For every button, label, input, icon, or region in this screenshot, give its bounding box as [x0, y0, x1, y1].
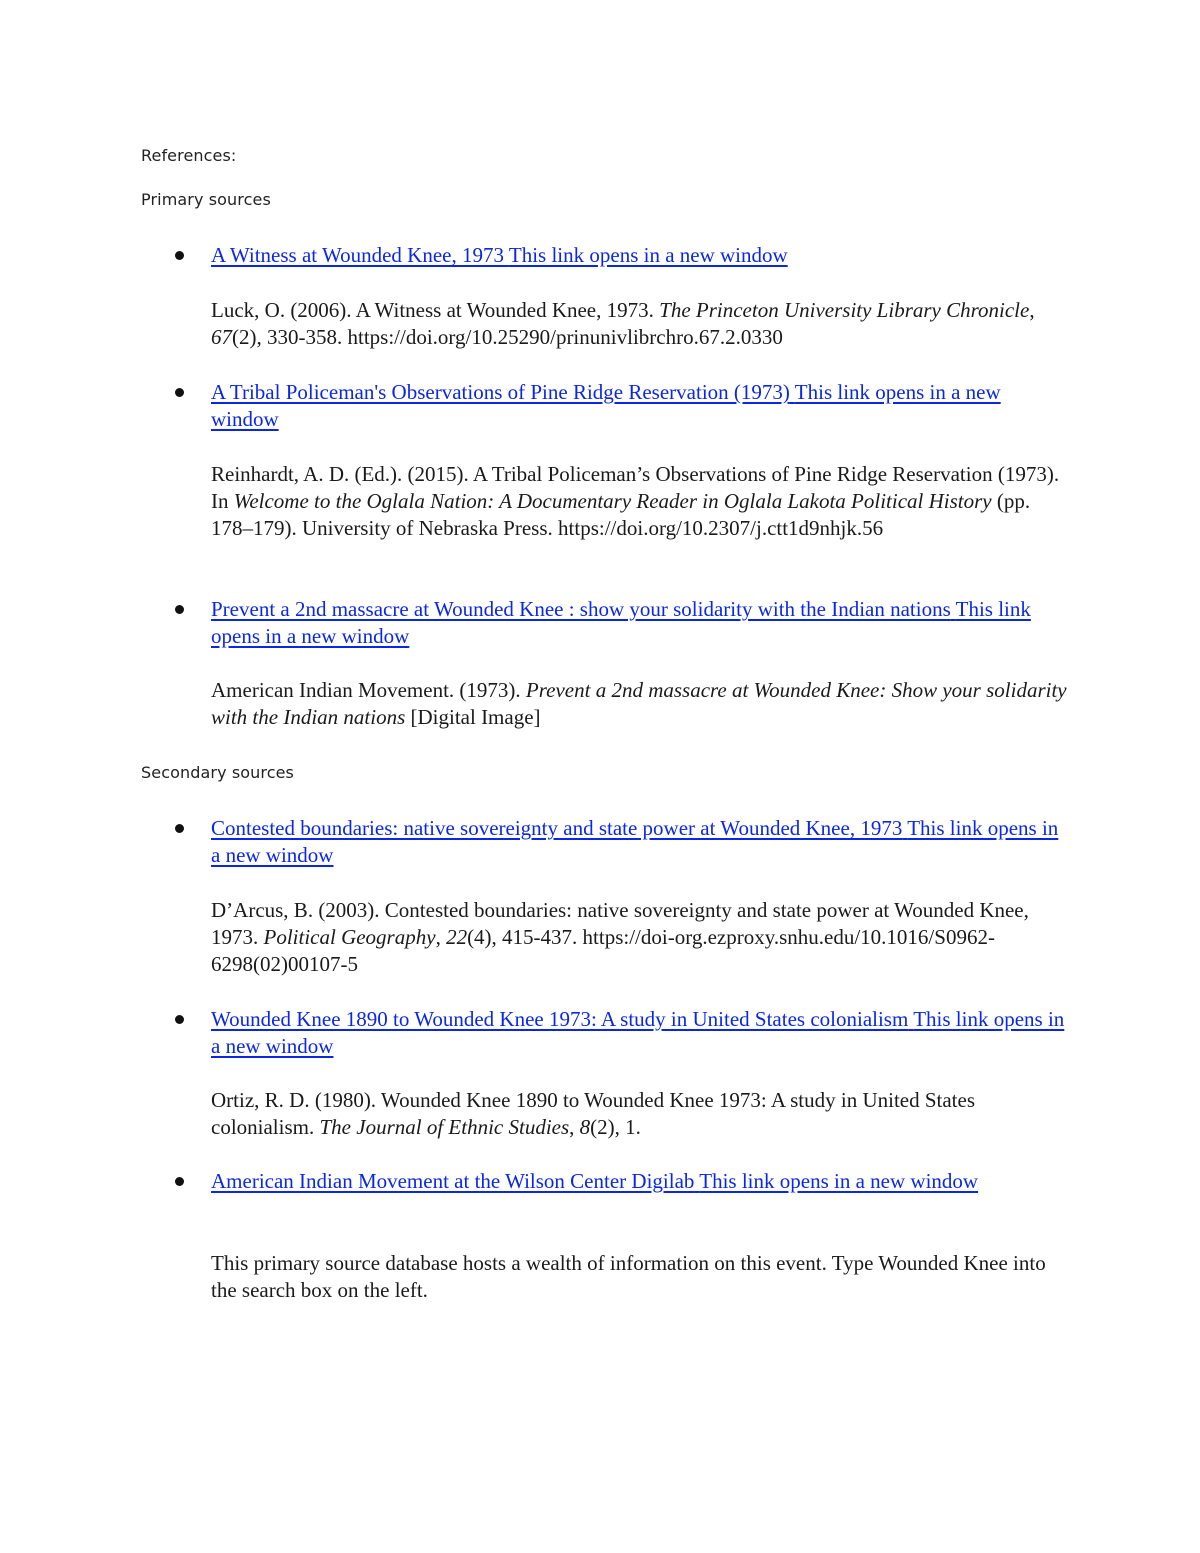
citation-text: This primary source database hosts a wealth of information on this event. Type Wounded Knee into the search box on the left.: [211, 1251, 1046, 1302]
bullet-icon: [175, 1177, 184, 1186]
references-heading: References:: [141, 146, 237, 165]
citation-text: D’Arcus, B. (2003). Contested boundaries: native sovereignty and state power at Wounded Knee, 1973. Political Geography, 22(4), 415-437. https://doi-org.ezproxy.snhu.edu/10.1016/S0962-6298(02)00107-5: [211, 898, 1029, 976]
witness-at-wounded-knee-link[interactable]: A Witness at Wounded Knee, 1973 This link opens in a new window: [211, 243, 788, 267]
secondary-sources-heading: Secondary sources: [141, 763, 294, 782]
bullet-icon: [175, 605, 184, 614]
reference-link[interactable]: [211, 379, 1071, 433]
bullet-icon: [175, 824, 184, 833]
bullet-icon: [175, 251, 184, 260]
prevent-second-massacre-link[interactable]: Prevent a 2nd massacre at Wounded Knee : show your solidarity with the Indian nations This link opens in a new window: [211, 597, 1031, 648]
bullet-icon: [175, 1015, 184, 1024]
citation-text: American Indian Movement. (1973). Prevent a 2nd massacre at Wounded Knee: Show your solidarity with the Indian nations [Digital Image]: [211, 678, 1067, 729]
citation-text: Luck, O. (2006). A Witness at Wounded Knee, 1973. The Princeton University Library Chronicle, 67(2), 330-358. https://doi.org/10.25290/prinunivlibrchro.67.2.0330: [211, 298, 1035, 349]
primary-sources-heading: Primary sources: [141, 190, 271, 209]
citation-text: Ortiz, R. D. (1980). Wounded Knee 1890 to Wounded Knee 1973: A study in United States colonialism. The Journal of Ethnic Studies, 8(2), 1.: [211, 1088, 976, 1139]
reference-link[interactable]: [211, 815, 1071, 869]
wounded-knee-1890-to-1973-link[interactable]: Wounded Knee 1890 to Wounded Knee 1973: A study in United States colonialism This link opens in a new window: [211, 1007, 1065, 1058]
reference-link[interactable]: [211, 242, 1071, 269]
citation-text: Reinhardt, A. D. (Ed.). (2015). A Tribal Policeman’s Observations of Pine Ridge Reservation (1973). In Welcome to the Oglala Nation: A Documentary Reader in Oglala Lakota Political History (pp. 178–179). University of Nebraska Press. https://doi.org/10.2307/j.ctt1d9nhjk.56: [211, 462, 1060, 540]
reference-link[interactable]: [211, 1006, 1071, 1060]
reference-link[interactable]: [211, 1168, 1071, 1195]
wilson-center-digilab-link[interactable]: American Indian Movement at the Wilson Center Digilab This link opens in a new window: [211, 1169, 979, 1193]
reference-link[interactable]: [211, 596, 1071, 650]
bullet-icon: [175, 388, 184, 397]
tribal-policeman-observations-link[interactable]: A Tribal Policeman's Observations of Pine Ridge Reservation (1973) This link opens in a new window: [211, 380, 1001, 431]
contested-boundaries-link[interactable]: Contested boundaries: native sovereignty and state power at Wounded Knee, 1973 This link opens in a new window: [211, 816, 1059, 867]
